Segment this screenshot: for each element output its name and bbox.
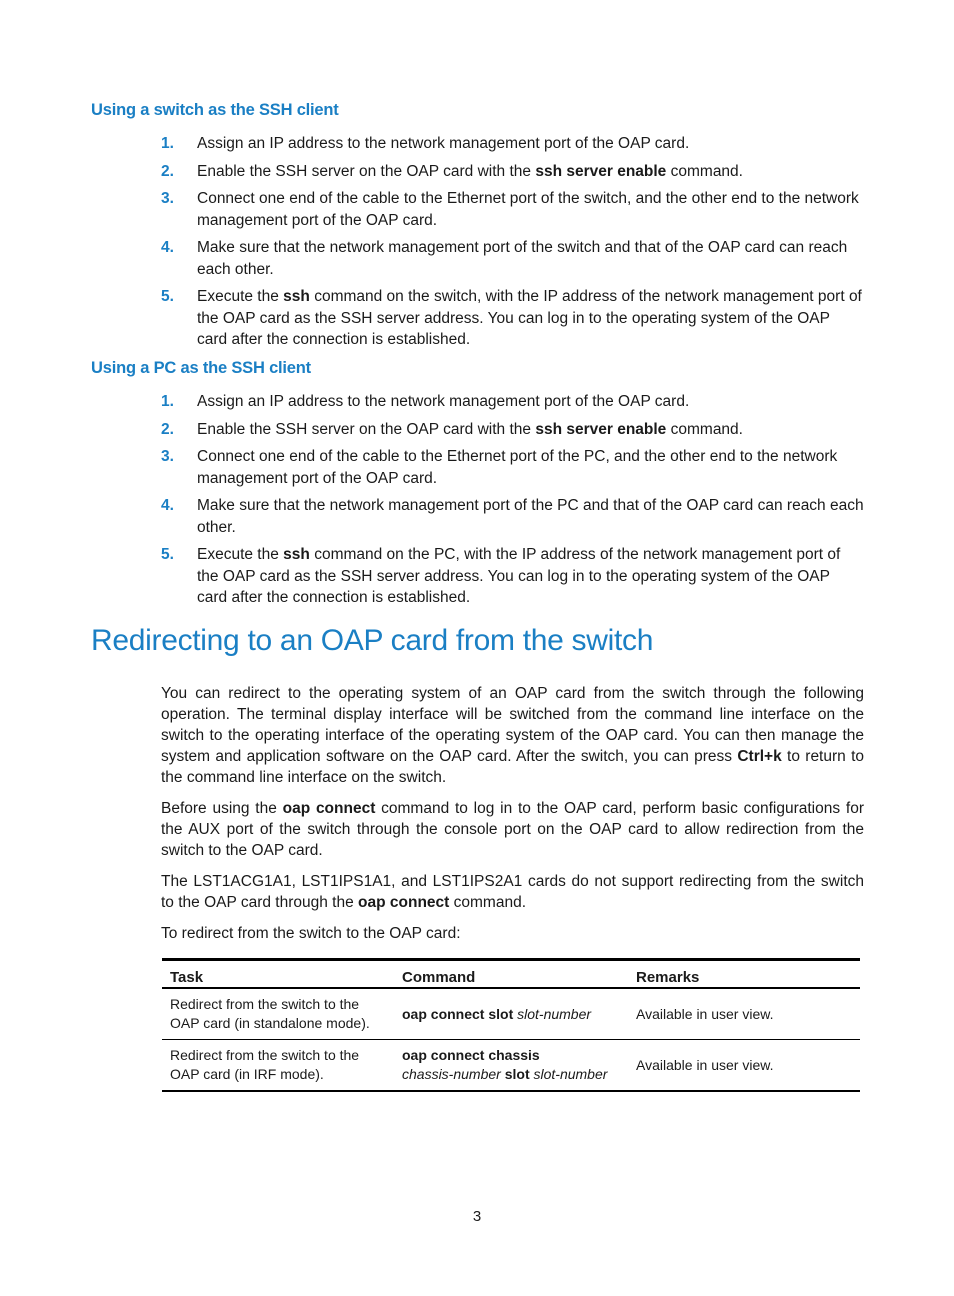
unsupported-cards-paragraph: The LST1ACG1A1, LST1IPS1A1, and LST1IPS2A1 cards do not support redirecting from the switch to the OAP card through the oap connect command. [161,873,864,911]
step-number: 4. [161,239,174,256]
steps-list-pc [161,391,864,615]
step-number: 5. [161,546,174,563]
remarks-cell: Available in user view. [628,988,860,1040]
list-item: 3. Connect one end of the cable to the Ethernet port of the switch, and the other end to the network management port of the OAP card. [161,190,859,229]
task-cell: Redirect from the switch to the OAP card (in standalone mode). [162,988,394,1040]
table-row [162,1040,860,1092]
step-number: 3. [161,190,174,207]
step-number: 2. [161,162,174,180]
prereq-paragraph: Before using the oap connect command to log in to the OAP card, perform basic configurations for the AUX port of the switch through the console port on the OAP card to allow redirection from the switch to the OAP card. [161,800,864,859]
section-heading-pc-ssh: Using a PC as the SSH client [91,359,311,377]
page-number: 3 [472,1208,482,1225]
command-cell: oap connect chassis chassis-number slot slot-number [394,1040,628,1092]
list-item: 4. Make sure that the network management port of the switch and that of the OAP card can reach each other. [161,239,848,278]
header-remarks: Remarks [628,960,860,989]
list-item: 1. Assign an IP address to the network management port of the OAP card. [161,391,864,413]
list-item: 4. Make sure that the network management port of the PC and that of the OAP card can reach each other. [161,497,864,536]
section-heading-switch-ssh: Using a switch as the SSH client [91,101,339,119]
remarks-cell: Available in user view. [628,1040,860,1092]
step-number: 4. [161,497,174,514]
command-cell: oap connect slot slot-number [394,988,628,1040]
list-item: 1. Assign an IP address to the network management port of the OAP card. [161,133,864,155]
steps-list-switch [161,133,864,357]
table-header-row [162,960,860,989]
step-number: 2. [161,420,174,438]
step-number: 5. [161,288,174,305]
table-intro-paragraph: To redirect from the switch to the OAP card: [161,925,461,942]
step-number: 3. [161,448,174,465]
step-number: 1. [161,393,174,410]
chapter-title: Redirecting to an OAP card from the switch [91,624,654,657]
task-cell: Redirect from the switch to the OAP card (in IRF mode). [162,1040,394,1092]
list-item: 3. Connect one end of the cable to the Ethernet port of the PC, and the other end to the network management port of the OAP card. [161,448,838,487]
list-item: 5. Execute the ssh command on the PC, with the IP address of the network management port of the OAP card as the SSH server address. You can log in to the operating system of the OAP card after the connection is established. [161,546,841,606]
list-item: 2. Enable the SSH server on the OAP card with the ssh server enable command. [161,161,864,183]
intro-paragraph: You can redirect to the operating system of an OAP card from the switch through the following operation. The terminal display interface will be switched from the command line interface on the switch to the operating interface of the operating system of the OAP card. You can then manage the system and application software on the OAP card. After the switch, you can press Ctrl+k to return to the command line interface on the switch. [161,685,865,786]
header-task: Task [162,960,394,989]
list-item: 5. Execute the ssh command on the switch, with the IP address of the network management port of the OAP card as the SSH server address. You can log in to the operating system of the OAP card after the connection is established. [161,288,862,348]
header-command: Command [394,960,628,989]
command-table [162,958,860,1092]
table-row [162,988,860,1040]
step-number: 1. [161,135,174,152]
list-item: 2. Enable the SSH server on the OAP card with the ssh server enable command. [161,419,864,441]
